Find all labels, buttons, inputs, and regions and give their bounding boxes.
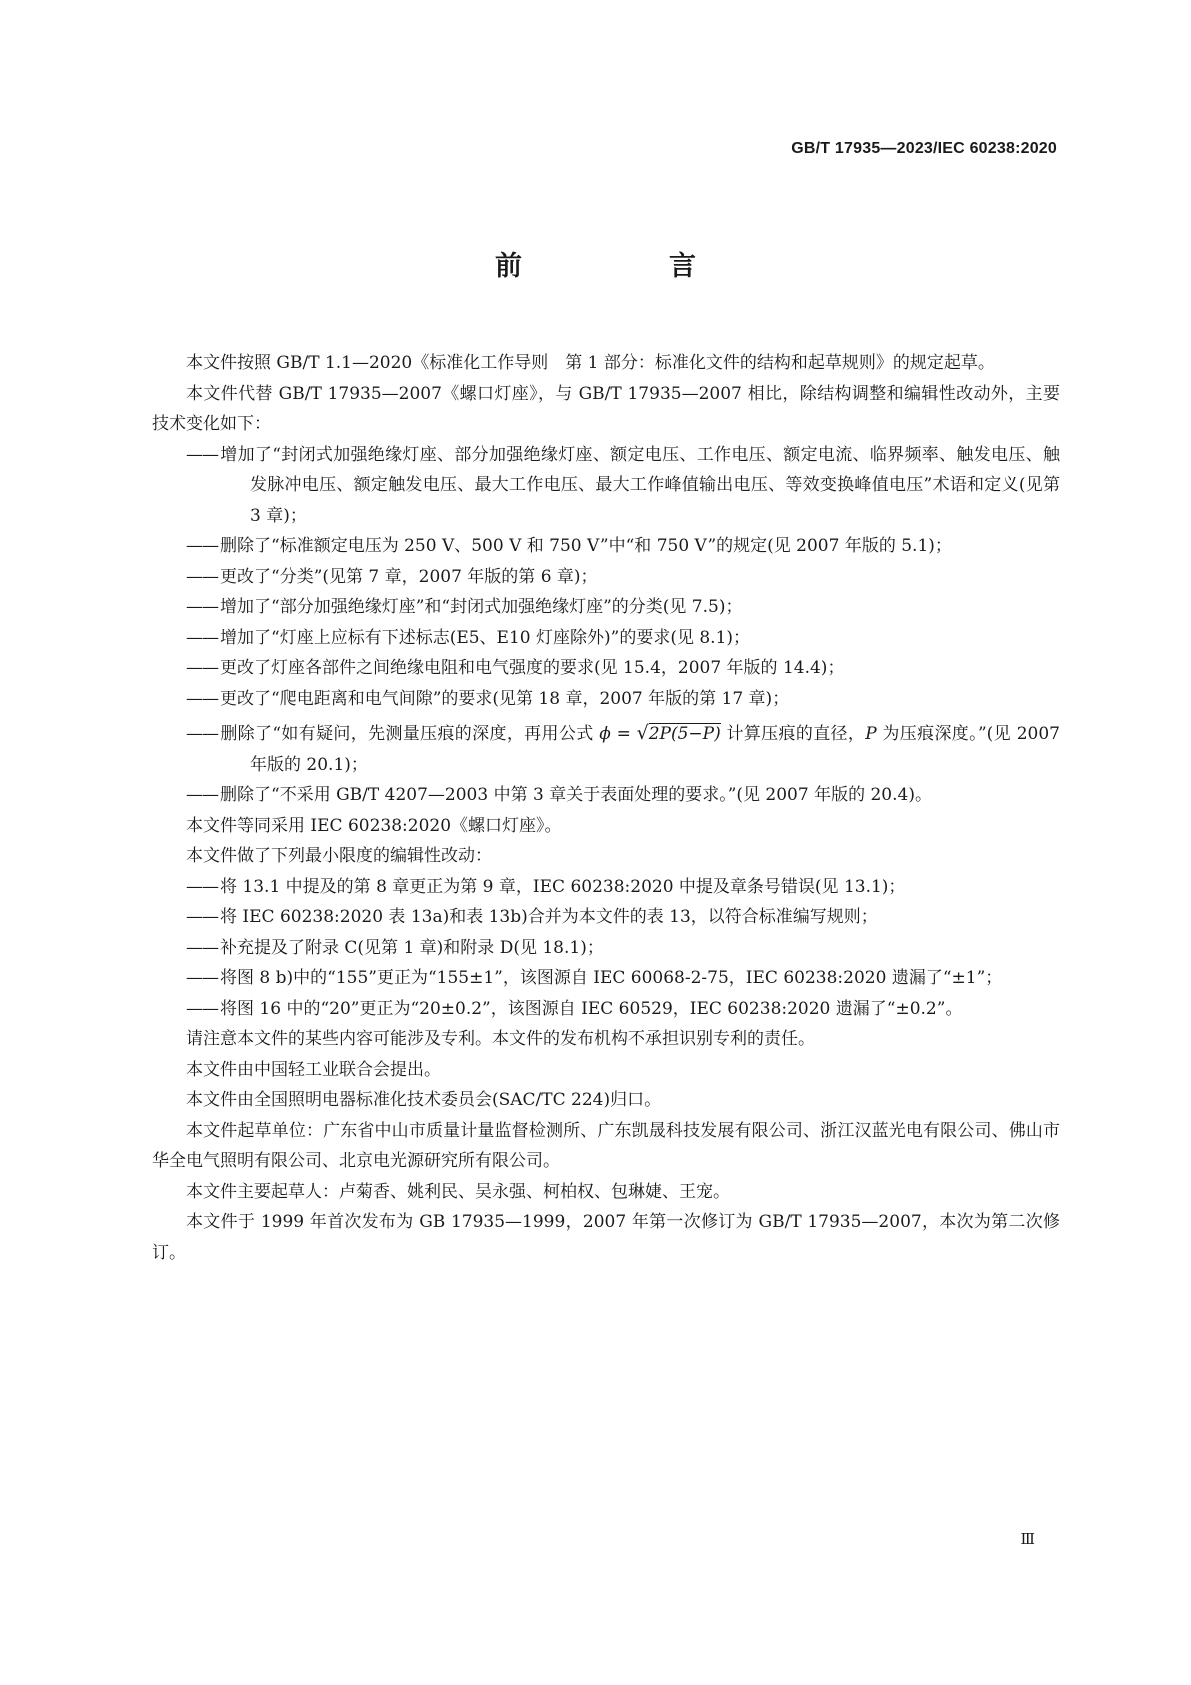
list-item-tech-change-formula <box>186 718 1060 780</box>
list-item-tech-change: —— 删除了“标准额定电压为 250 V、500 V 和 750 V”中“和 750 V”的规定(见 2007 年版的 5.1)； <box>186 531 1060 562</box>
formula-equals: = <box>610 724 637 744</box>
paragraph-committee: 本文件由全国照明电器标准化技术委员会(SAC/TC 224)归口。 <box>186 1090 662 1110</box>
paragraph-history: 本文件于 1999 年首次发布为 GB 17935—1999，2007 年第一次修订为 GB/T 17935—2007，本次为第二次修订。 <box>152 1212 1060 1263</box>
standard-code-header: GB/T 17935—2023/IEC 60238:2020 <box>791 140 1057 157</box>
paragraph-replacement: 本文件代替 GB/T 17935—2007《螺口灯座》，与 GB/T 17935—2007 相比，除结构调整和编辑性改动外，主要技术变化如下： <box>152 383 1060 434</box>
list-item-tech-change: —— 增加了“部分加强绝缘灯座”和“封闭式加强绝缘灯座”的分类(见 7.5)； <box>186 592 1060 623</box>
list-item-tech-change: —— 增加了“灯座上应标有下述标志(E5、E10 灯座除外)”的要求(见 8.1)； <box>186 623 1060 654</box>
list-item-tech-change: —— 增加了“封闭式加强绝缘灯座、部分加强绝缘灯座、额定电压、工作电压、额定电流、临界频率、触发电压、触发脉冲电压、额定触发电压、最大工作电压、最大工作峰值输出电压、等效变换峰值电压”术语和定义(见第 3 章)； <box>186 440 1060 532</box>
paragraph-iec-adoption: 本文件等同采用 IEC 60238:2020《螺口灯座》。 <box>186 815 562 836</box>
page-title: 前 言 <box>495 251 756 282</box>
list-item-editorial-change: —— 将图 16 中的“20”更正为“20±0.2”，该图源自 IEC 60529，IEC 60238:2020 遗漏了“±0.2”。 <box>186 994 1060 1025</box>
paragraph-drafting-rules: 本文件按照 GB/T 1.1—2020《标准化工作导则 第 1 部分：标准化文件的结构和起草规则》的规定起草。 <box>186 353 995 373</box>
square-root-sign: √ <box>636 722 649 744</box>
formula-text-before: 删除了“如有疑问，先测量压痕的深度，再用公式 <box>220 724 600 744</box>
list-item-editorial-change: —— 补充提及了附录 C(见第 1 章)和附录 D(见 18.1)； <box>186 933 1060 964</box>
paragraph-editorial-intro: 本文件做了下列最小限度的编辑性改动： <box>186 846 492 866</box>
formula-variable-p: P <box>865 724 877 744</box>
paragraph-patent-notice: 请注意本文件的某些内容可能涉及专利。本文件的发布机构不承担识别专利的责任。 <box>186 1029 815 1049</box>
formula-phi: ϕ <box>599 724 611 744</box>
list-item-editorial-change: —— 将 IEC 60238:2020 表 13a)和表 13b)合并为本文件的表 13，以符合标准编写规则； <box>186 902 1060 933</box>
paragraph-drafting-units: 本文件起草单位：广东省中山市质量计量监督检测所、广东凯晟科技发展有限公司、浙江汉蓝光电有限公司、佛山市华全电气照明有限公司、北京电光源研究所有限公司。 <box>152 1120 1060 1171</box>
list-item-editorial-change: —— 将 13.1 中提及的第 8 章更正为第 9 章，IEC 60238:2020 中提及章条号错误(见 13.1)； <box>186 872 1060 903</box>
paragraph-proposer: 本文件由中国轻工业联合会提出。 <box>186 1059 441 1080</box>
paragraph-drafters: 本文件主要起草人：卢菊香、姚利民、吴永强、柯柏权、包琳婕、王宠。 <box>186 1181 730 1202</box>
list-item-tech-change: —— 更改了“分类”(见第 7 章，2007 年版的第 6 章)； <box>186 562 1060 593</box>
formula-radicand: 2P(5−P) <box>648 724 721 744</box>
list-item-tech-change: —— 删除了“不采用 GB/T 4207—2003 中第 3 章关于表面处理的要求。”(见 2007 年版的 20.4)。 <box>186 780 1060 811</box>
list-item-tech-change: —— 更改了灯座各部件之间绝缘电阻和电气强度的要求(见 15.4，2007 年版的 14.4)； <box>186 653 1060 684</box>
list-item-tech-change: —— 更改了“爬电距离和电气间隙”的要求(见第 18 章，2007 年版的第 17 章)； <box>186 684 1060 715</box>
page-number: Ⅲ <box>1020 1530 1035 1548</box>
formula-text-end: 为压痕深度。”(见 2007 年版的 20.1)； <box>250 724 1060 775</box>
formula-text-after: 计算压痕的直径， <box>720 724 866 744</box>
list-item-editorial-change: —— 将图 8 b)中的“155”更正为“155±1”，该图源自 IEC 60068-2-75，IEC 60238:2020 遗漏了“±1”； <box>186 963 1060 994</box>
document-body <box>152 348 1060 1268</box>
